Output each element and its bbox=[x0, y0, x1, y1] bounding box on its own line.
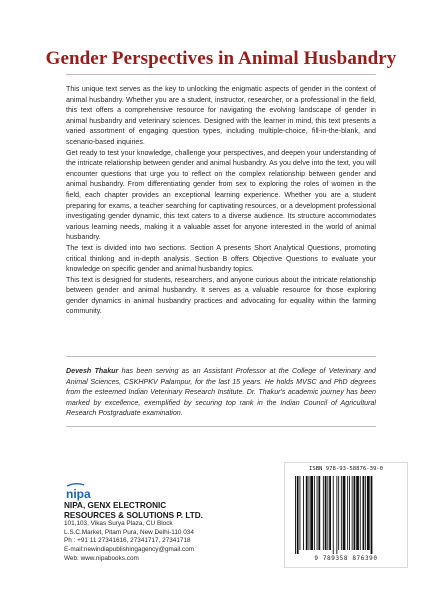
author-divider-bottom bbox=[66, 426, 376, 427]
title-divider bbox=[66, 74, 376, 75]
blurb bbox=[66, 84, 376, 317]
publisher-block bbox=[64, 501, 234, 563]
author-name: Devesh Thakur bbox=[66, 367, 119, 375]
author-bio-text: has been serving as an Assistant Professor at the College of Veterinary and Animal Sciences, CSKHPKV Palampur, for the last 15 years. He holds MVSC and PhD degrees from the esteemed Indian Veterinary Research Institute. Dr. Thakur's academic journey has been marked by excellence, exemplified by securing top rank in the Indian Council of Agricultural Research Postgraduate examination. bbox=[66, 367, 377, 418]
publisher-address-line: L.S.C.Market, Pitam Pura, New Delhi-110 034 bbox=[64, 528, 194, 536]
isbn-barcode bbox=[284, 462, 408, 568]
barcode-bars bbox=[293, 476, 399, 554]
blurb-paragraph-2: Get ready to test your knowledge, challenge your perspectives, and deepen your understanding of the intricate relationship between gender and animal husbandry. As you delve into the text, you will encounter questions that urge you to reflect on the complex relationship between gender and animal husbandry. From differentiating gender from sex to exploring the roles of women in the field, each chapter provides an exceptional learning experience. Whether you are a student preparing for exams, a teacher searching for captivating resources, or a development professional investigating gender dynamic, this text caters to a diverse audience. Its structure accommodates various learning needs, making it a valuable asset for anyone interested in the world of animal husbandry. bbox=[66, 148, 376, 242]
blurb-paragraph-1: This unique text serves as the key to unlocking the enigmatic aspects of gender in the context of animal husbandry. Whether you are a student, instructor, researcher, or a professional in the field, this text offers a comprehensive resource for navigating the evolving landscape of gender in animal husbandry and veterinary sciences. Designed with the learner in mind, this text presents a varied assortment of engaging question types, including multiple-choice, fill-in-the-blank, and scenario-based inquiries. bbox=[66, 85, 376, 146]
author-bio bbox=[66, 366, 376, 419]
isbn-label-bottom: 9 789358 876390 bbox=[314, 555, 378, 562]
author-divider-top bbox=[66, 356, 376, 357]
publisher-logo bbox=[64, 482, 98, 502]
book-title: Gender Perspectives in Animal Husbandry bbox=[45, 48, 397, 69]
publisher-address-line: 101,103, Vikas Surya Plaza, CU Block bbox=[64, 520, 173, 528]
publisher-logo-text: nipa bbox=[66, 487, 91, 501]
publisher-name-line-1: NIPA, GENX ELECTRONIC bbox=[64, 501, 167, 510]
publisher-website: Web: www.nipabooks.com bbox=[64, 554, 139, 562]
blurb-paragraph-4: This text is designed for students, researchers, and anyone curious about the intricate relationship between gender and animal husbandry. It serves as a valuable resource for those exploring gender dynamics in animal husbandry practices and advocating for equality within the farming community. bbox=[66, 275, 376, 316]
isbn-label-top: ISBN 978-93-58876-39-0 bbox=[308, 466, 384, 472]
publisher-email: E-mail:newindiapublishingagency@gmail.com bbox=[64, 545, 195, 553]
publisher-name-line-2: RESOURCES & SOLUTIONS P. LTD. bbox=[64, 510, 203, 520]
publisher-phone: Ph : +91 11 27341616, 27341717, 27341718 bbox=[64, 537, 191, 545]
blurb-paragraph-3: The text is divided into two sections. Section A presents Short Analytical Questions, promoting critical thinking and in-depth analysis. Section B offers Objective Questions to evaluate your knowledge on specific gender and animal husbandry topics. bbox=[66, 243, 376, 274]
